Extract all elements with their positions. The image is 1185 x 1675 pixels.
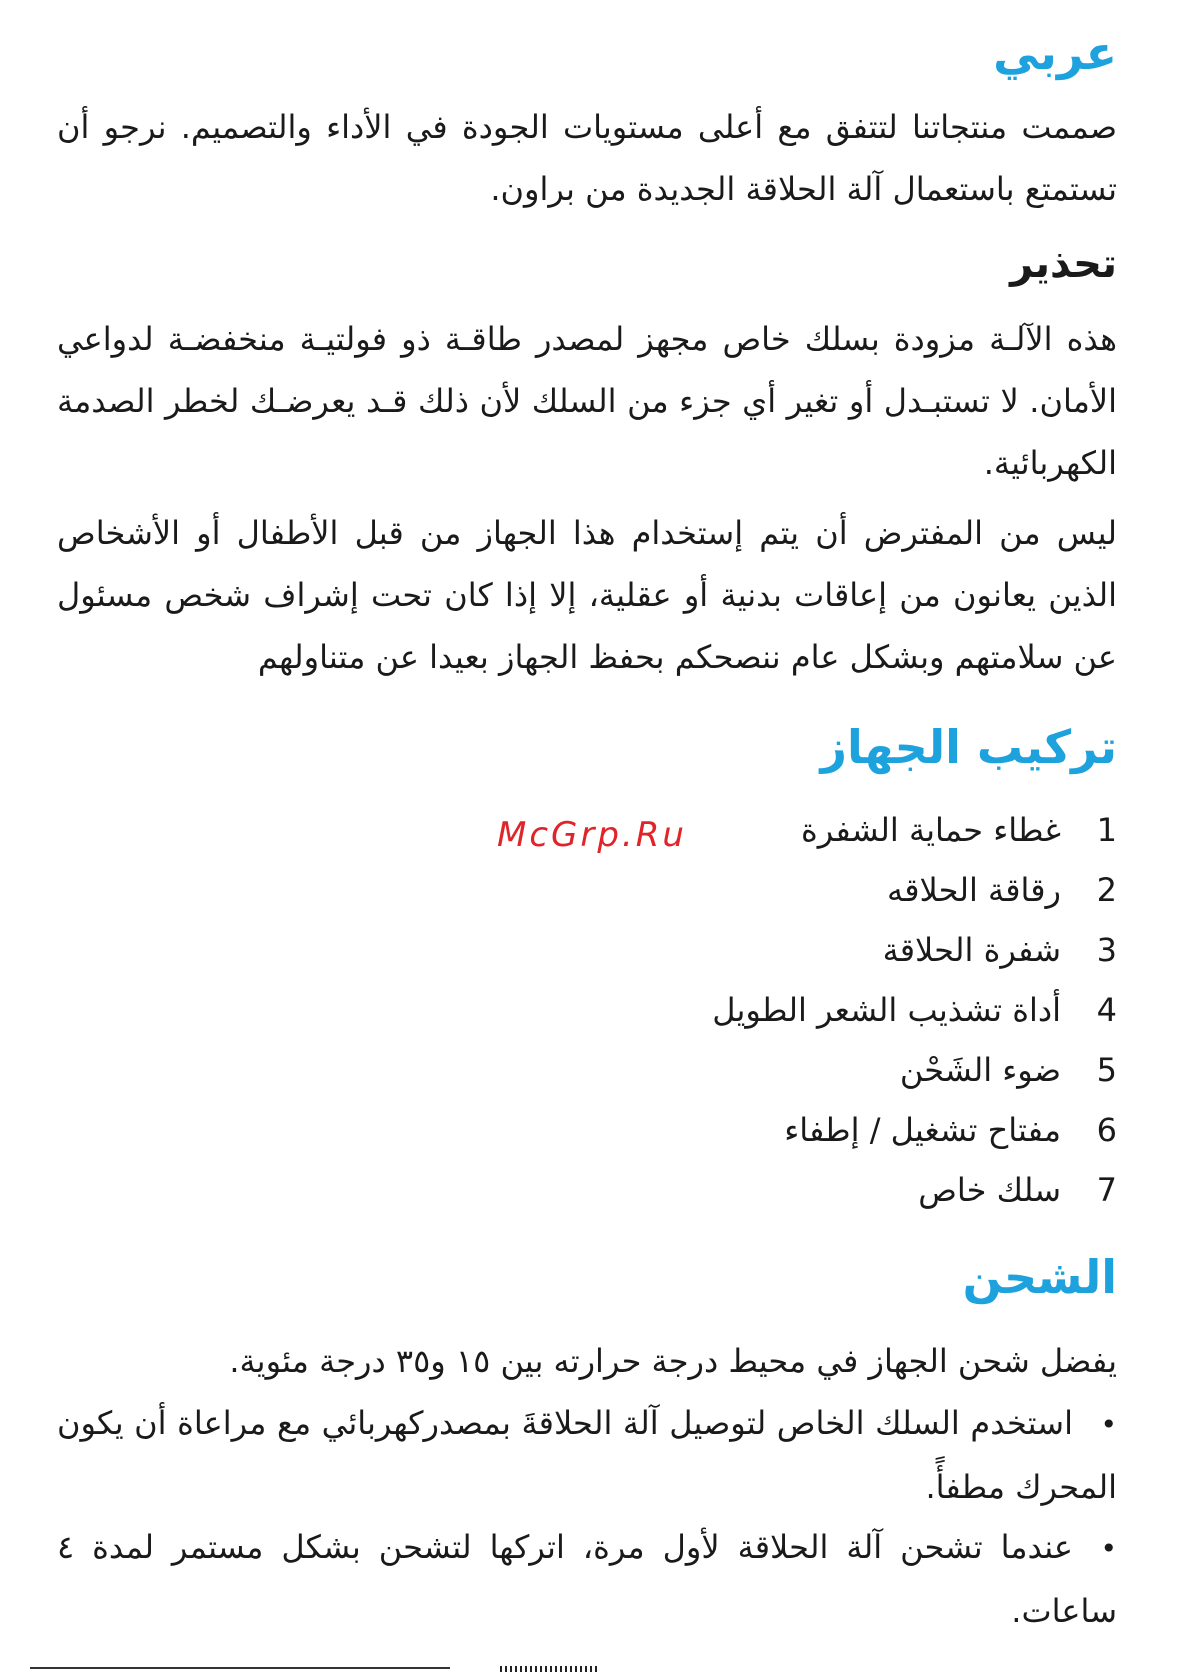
assembly-item-label: مفتاح تشغيل / إطفاء (784, 1111, 1061, 1149)
assembly-item-number: 7 (1096, 1171, 1117, 1209)
assembly-item-7 (918, 1160, 1117, 1220)
barcode-strip (500, 1666, 600, 1672)
bullet-icon: • (1100, 1532, 1117, 1565)
warning-heading: تحذير (1010, 241, 1117, 287)
assembly-item-3 (883, 920, 1117, 980)
watermark: McGrp.Ru (497, 815, 687, 855)
assembly-item-label: غطاء حماية الشفرة (800, 811, 1061, 849)
assembly-item-label: أداة تشذيب الشعر الطويل (712, 991, 1061, 1029)
assembly-item-label: ضوء الشَحْن (899, 1051, 1061, 1089)
assembly-item-number: 6 (1096, 1111, 1117, 1149)
intro-heading: عربي (993, 26, 1117, 80)
charging-bullet-text: عندما تشحن آلة الحلاقة لأول مرة، اتركها لتشحن بشكل مستمر لمدة ٤ ساعات. (57, 1528, 1117, 1630)
intro-paragraph: صممت منتجاتنا لتتفق مع أعلى مستويات الجودة في الأداء والتصميم. نرجو أن تستمتع باستعمال آلة الحلاقة الجديدة من براون. (57, 108, 1117, 208)
warning-paragraph-1: هذه الآلـة مزودة بسلك خاص مجهز لمصدر طاقـة ذو فولتيـة منخفضـة لدواعي الأمان. لا تستبـدل أو تغير أي جزء من السلك لأن ذلك قـد يعرضـك لخطر الصدمة الكهربائية. (57, 320, 1117, 482)
assembly-item-number: 1 (1096, 811, 1117, 849)
assembly-item-label: سلك خاص (918, 1171, 1061, 1209)
assembly-item-number: 3 (1096, 931, 1117, 969)
charging-heading: الشحن (962, 1250, 1117, 1304)
bullet-icon: • (1100, 1408, 1117, 1441)
assembly-item-6 (784, 1100, 1117, 1160)
bottom-rule (30, 1667, 450, 1669)
charging-bullet-text: استخدم السلك الخاص لتوصيل آلة الحلاقةَ بمصدركهربائي مع مراعاة أن يكون المحرك مطفأً. (57, 1404, 1117, 1506)
assembly-item-label: رقاقة الحلاقه (887, 871, 1061, 909)
charging-paragraph: يفضل شحن الجهاز في محيط درجة حرارته بين ١٥ و٣٥ درجة مئوية. (229, 1342, 1117, 1380)
assembly-item-2 (887, 860, 1117, 920)
assembly-item-number: 2 (1096, 871, 1117, 909)
assembly-item-number: 5 (1096, 1051, 1117, 1089)
assembly-item-label: شفرة الحلاقة (882, 931, 1061, 969)
warning-paragraph-2: ليس من المفترض أن يتم إستخدام هذا الجهاز من قبل الأطفال أو الأشخاص الذين يعانون من إعاقات بدنية أو عقلية، إلا إذا كان تحت إشراف شخص مسئول عن سلامتهم وبشكل عام ننصحكم بحفظ الجهاز بعيدا عن متناولهم (57, 514, 1117, 676)
assembly-item-4 (712, 980, 1117, 1040)
assembly-heading: تركيب الجهاز (820, 720, 1117, 774)
assembly-item-number: 4 (1096, 991, 1117, 1029)
charging-bullet-1 (57, 1392, 1117, 1518)
assembly-item-5 (900, 1040, 1117, 1100)
assembly-item-1 (801, 800, 1117, 860)
charging-bullet-2 (57, 1516, 1117, 1642)
